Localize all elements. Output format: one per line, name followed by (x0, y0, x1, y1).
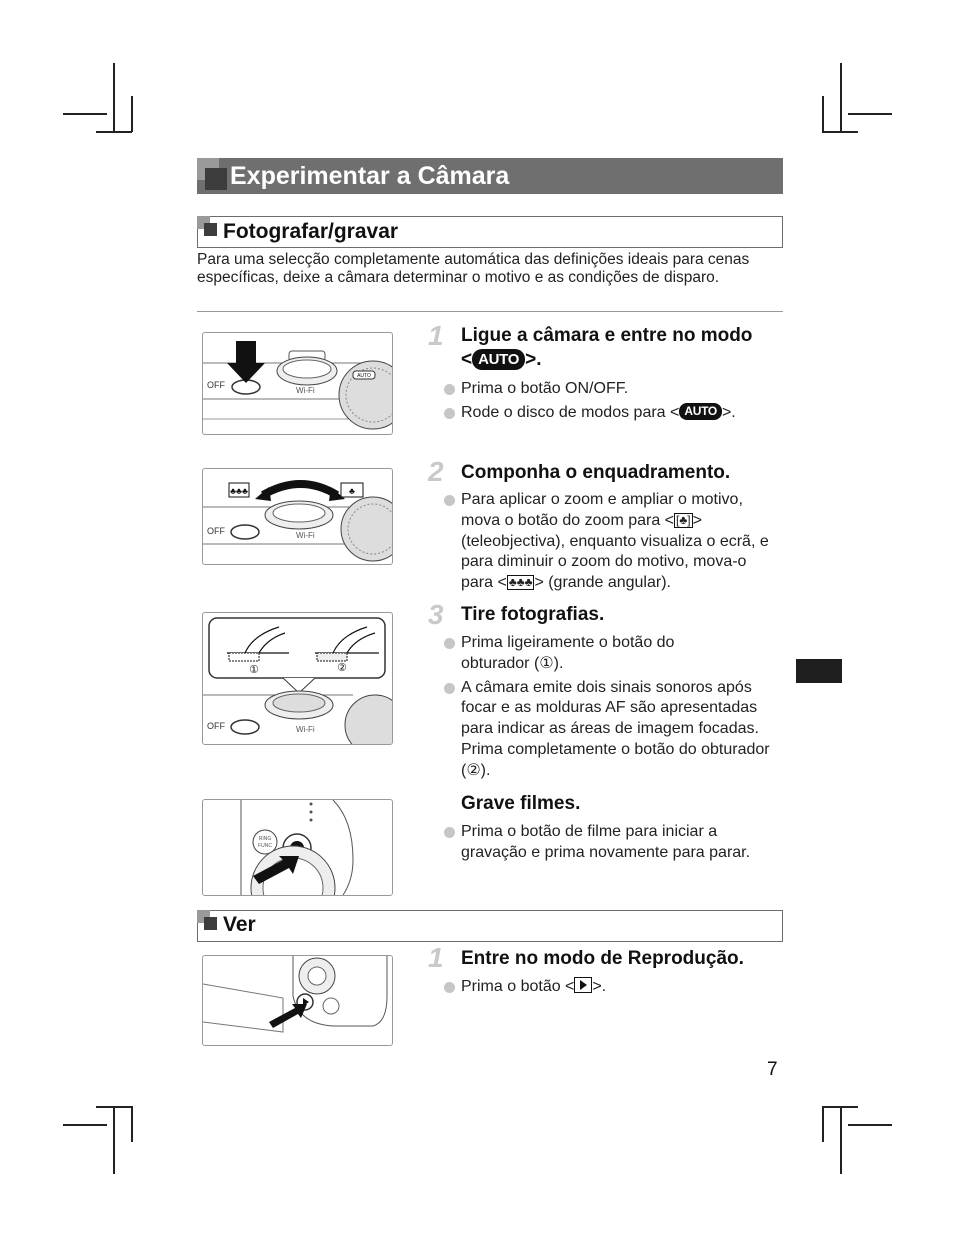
step-bullets (444, 977, 784, 998)
step-title: Tire fotografias. (461, 604, 605, 625)
playback-icon (574, 977, 592, 993)
step-bullets (444, 633, 784, 782)
illustration-zoom-lever (202, 468, 393, 565)
auto-mode-icon: AUTO (679, 403, 722, 420)
step-title: Componha o enquadramento. (461, 462, 731, 483)
bullet-item: Prima o botão de filme para iniciar a gravação e prima novamente para parar. (444, 822, 784, 864)
step-title-line: Ligue a câmara e entre no modo (461, 325, 753, 346)
circle-one-label: ① (249, 664, 259, 676)
crop-mark (131, 1106, 133, 1142)
section-header-view (197, 910, 783, 942)
circle-two-label: ② (337, 662, 347, 674)
step-title: Entre no modo de Reprodução. (461, 948, 744, 969)
page-number: 7 (767, 1059, 778, 1080)
bullet-text: Para aplicar o zoom e ampliar o motivo, mova o botão do zoom para < (461, 491, 743, 529)
illustration-power-button (202, 332, 393, 435)
svg-text:AUTO: AUTO (357, 373, 371, 379)
off-label: OFF (207, 526, 225, 536)
step-title-text: < (461, 349, 473, 370)
bullet-item: Prima o botão ON/OFF. (444, 379, 784, 400)
step-number: 2 (428, 456, 444, 487)
wifi-label: Wi-Fi (296, 725, 315, 734)
svg-text:RING: RING (258, 836, 272, 842)
crop-mark (822, 1106, 824, 1142)
crop-mark (822, 96, 824, 132)
wifi-label: Wi-Fi (296, 531, 315, 540)
crop-mark (113, 1106, 115, 1174)
crop-mark (96, 1106, 132, 1108)
bullet-text: > (teleobjectiva), enquanto visualiza o ecrã, e para diminuir o zoom do motivo, mova-o para < (461, 511, 769, 592)
crop-mark (848, 113, 892, 115)
crop-mark (822, 131, 858, 133)
crop-mark (63, 1124, 107, 1126)
title-decor-square (205, 168, 227, 190)
bullet-item: Prima ligeiramente o botão do obturador (①). (444, 633, 711, 675)
off-label: OFF (207, 380, 225, 390)
bullet-text: Prima o botão < (461, 978, 575, 995)
wifi-label: Wi-Fi (296, 386, 315, 395)
illustration-playback-button (202, 955, 393, 1046)
bullet-text: Rode o disco de modos para < (461, 403, 680, 421)
crop-mark (131, 96, 133, 132)
page-title: Experimentar a Câmara (230, 162, 510, 190)
step-title: Grave filmes. (461, 793, 581, 814)
crop-mark (63, 113, 107, 115)
wide-angle-icon: ♣♣♣ (508, 575, 533, 590)
step-number: 3 (428, 599, 444, 630)
bullet-text: > (grande angular). (534, 574, 671, 592)
illustration-movie-button (202, 799, 393, 896)
crop-mark (113, 63, 115, 131)
bullet-item (444, 977, 784, 998)
svg-text:♣♣♣: ♣♣♣ (230, 486, 248, 496)
off-label: OFF (207, 721, 225, 731)
divider (197, 311, 783, 312)
section-decor-square (204, 223, 217, 236)
step-number: 1 (428, 320, 444, 351)
bullet-text: >. (592, 978, 607, 995)
step-number: 1 (428, 942, 444, 973)
illustration-shutter-button (202, 612, 393, 745)
step-title (461, 324, 791, 372)
bullet-item: A câmara emite dois sinais sonoros após focar e as molduras AF são apresentadas para indicar as áreas de imagem focadas. Prima completamente o botão do obturador (②). (444, 678, 784, 782)
auto-mode-icon: AUTO (472, 349, 525, 370)
bullet-item (444, 490, 774, 594)
telephoto-icon: [♣] (676, 512, 691, 527)
crop-mark (840, 1106, 842, 1174)
bullet-item (444, 403, 784, 424)
svg-text:FUNC: FUNC (258, 843, 272, 849)
section-heading: Fotografar/gravar (223, 220, 399, 243)
crop-mark (822, 1106, 858, 1108)
section-decor-square (204, 917, 217, 930)
step-title-line (461, 348, 791, 372)
step-bullets (444, 822, 784, 864)
step-bullets (444, 379, 784, 424)
step-title-text: >. (525, 349, 542, 370)
section-heading: Ver (223, 913, 256, 936)
crop-mark (840, 63, 842, 131)
chapter-tab (796, 659, 842, 683)
svg-text:♣: ♣ (349, 486, 355, 496)
crop-mark (848, 1124, 892, 1126)
intro-paragraph: Para uma selecção completamente automática das definições ideais para cenas específicas, deixe a câmara determinar o motivo e as condições de disparo. (197, 251, 750, 286)
bullet-text: >. (721, 403, 736, 421)
crop-mark (96, 131, 132, 133)
step-bullets (444, 490, 774, 594)
